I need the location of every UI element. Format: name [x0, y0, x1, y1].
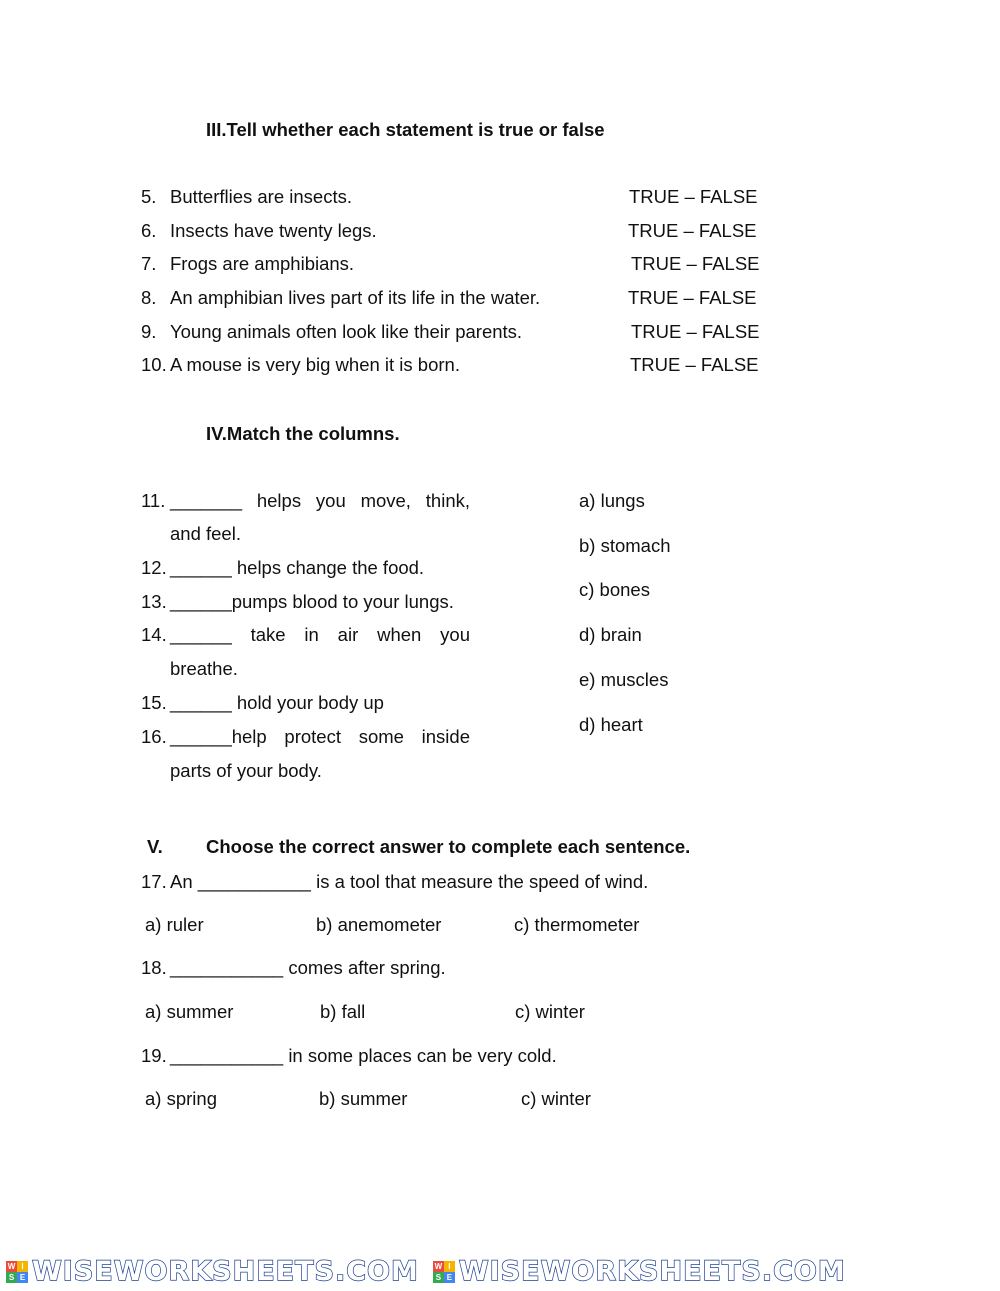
section-4-heading: IV.Match the columns. [206, 423, 400, 444]
question-number: 17. [141, 871, 167, 892]
footer-watermark [0, 1252, 1000, 1291]
true-false-answer[interactable]: TRUE – FALSE [629, 186, 758, 207]
statement-text: Young animals often look like their parents. [170, 321, 523, 342]
choice-option[interactable]: b) fall [320, 1001, 366, 1022]
true-false-answer[interactable]: TRUE – FALSE [628, 287, 757, 308]
section-3-heading: III.Tell whether each statement is true or false [206, 119, 605, 140]
statement-text: Frogs are amphibians. [170, 253, 355, 274]
statement-text: An amphibian lives part of its life in the water. [170, 287, 541, 308]
logo-tile: S [433, 1272, 444, 1283]
item-number: 5. [141, 186, 157, 207]
question-text: ___________ in some places can be very cold. [170, 1045, 557, 1066]
item-number: 10. [141, 354, 167, 375]
logo-tile: W [7, 1261, 16, 1271]
choice-option[interactable]: a) ruler [145, 914, 204, 935]
brand-logo [433, 1256, 846, 1287]
item-number: 15. [141, 692, 167, 713]
match-option[interactable]: c) bones [579, 579, 650, 600]
section-5-label: V. [147, 836, 163, 857]
match-statement-continued: breathe. [170, 658, 238, 679]
choice-option[interactable]: a) summer [145, 1001, 234, 1022]
brand-logo [6, 1256, 419, 1287]
item-number: 16. [141, 726, 167, 747]
true-false-answer[interactable]: TRUE – FALSE [628, 220, 757, 241]
choice-option[interactable]: c) thermometer [514, 914, 640, 935]
choice-option[interactable]: a) spring [145, 1088, 217, 1109]
true-false-answer[interactable]: TRUE – FALSE [631, 321, 760, 342]
logo-tile: I [444, 1261, 455, 1272]
logo-tile: E [444, 1272, 455, 1283]
logo-tile: E [17, 1272, 28, 1283]
choice-option[interactable]: b) anemometer [316, 914, 442, 935]
question-text: An ___________ is a tool that measure the speed of wind. [170, 871, 649, 892]
match-option[interactable]: d) heart [579, 714, 643, 735]
logo-tiles-icon [6, 1261, 28, 1283]
choice-option[interactable]: c) winter [521, 1088, 591, 1109]
brand-text: WISEWORKSHEETS.COM [32, 1256, 419, 1287]
match-option[interactable]: b) stomach [579, 535, 671, 556]
match-option[interactable]: e) muscles [579, 669, 669, 690]
statement-text: A mouse is very big when it is born. [170, 354, 460, 375]
statement-text: Butterflies are insects. [170, 186, 352, 207]
brand-text: WISEWORKSHEETS.COM [458, 1256, 846, 1287]
item-number: 12. [141, 557, 167, 578]
question-number: 19. [141, 1045, 167, 1066]
section-5-heading: Choose the correct answer to complete each sentence. [206, 836, 691, 857]
logo-tile: S [6, 1272, 17, 1283]
match-statement: ______ take in air when you [170, 624, 470, 645]
match-statement: ______pumps blood to your lungs. [170, 591, 454, 612]
match-option[interactable]: d) brain [579, 624, 642, 645]
item-number: 13. [141, 591, 167, 612]
question-number: 18. [141, 957, 167, 978]
match-statement: _______ helps you move, think, [170, 490, 470, 511]
true-false-answer[interactable]: TRUE – FALSE [630, 354, 759, 375]
item-number: 6. [141, 220, 157, 241]
true-false-answer[interactable]: TRUE – FALSE [631, 253, 760, 274]
question-text: ___________ comes after spring. [170, 957, 446, 978]
item-number: 11. [141, 490, 166, 511]
logo-tiles-icon [433, 1261, 455, 1283]
choice-option[interactable]: c) winter [515, 1001, 585, 1022]
match-statement: ______ helps change the food. [170, 557, 425, 578]
logo-tile: I [17, 1261, 28, 1272]
item-number: 9. [141, 321, 157, 342]
choice-option[interactable]: b) summer [319, 1088, 408, 1109]
item-number: 8. [141, 287, 157, 308]
match-statement-continued: parts of your body. [170, 760, 322, 781]
match-statement-continued: and feel. [170, 523, 241, 544]
item-number: 14. [141, 624, 167, 645]
match-option[interactable]: a) lungs [579, 490, 645, 511]
item-number: 7. [141, 253, 157, 274]
match-statement: ______help protect some inside [170, 726, 470, 747]
match-statement: ______ hold your body up [170, 692, 384, 713]
statement-text: Insects have twenty legs. [170, 220, 377, 241]
logo-tile: W [434, 1261, 443, 1271]
